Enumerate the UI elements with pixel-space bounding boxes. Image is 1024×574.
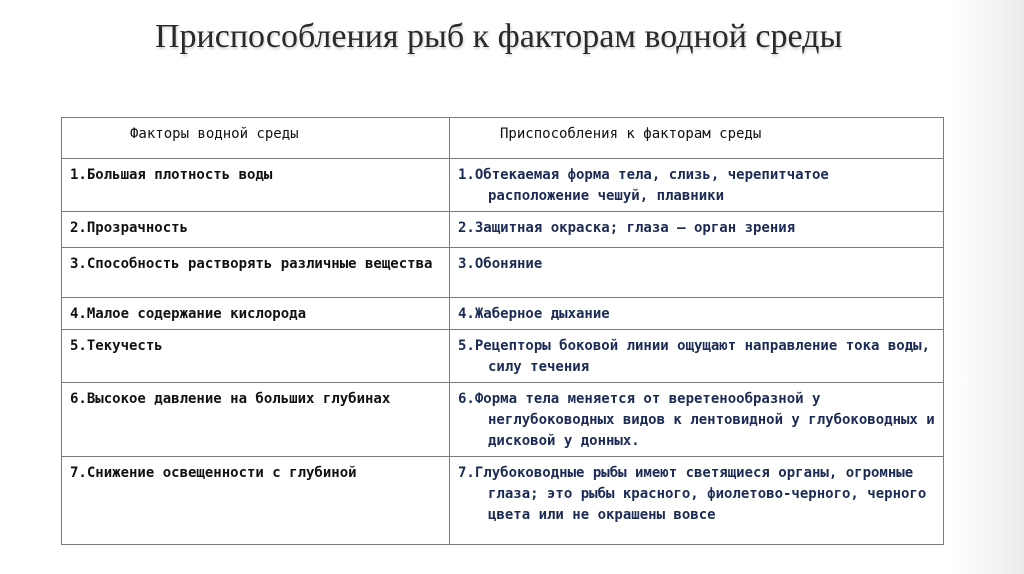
table-header-row (62, 118, 944, 159)
factor-cell (62, 330, 450, 383)
table-row (62, 298, 944, 330)
adaptation-cell (450, 457, 944, 545)
factor-cell (62, 383, 450, 457)
factor-text: 6.Высокое давление на больших глубинах (70, 391, 391, 407)
factor-text: 4.Малое содержание кислорода (70, 306, 307, 322)
factor-text: 3.Способность растворять различные вещества (70, 256, 433, 272)
adaptation-text: 5.Рецепторы боковой линии ощущают направление тока воды, силу течения (458, 338, 931, 375)
table-row (62, 248, 944, 298)
table-row (62, 330, 944, 383)
table-row (62, 383, 944, 457)
adaptation-cell (450, 212, 944, 248)
adaptation-text: 1.Обтекаемая форма тела, слизь, черепитчатое расположение чешуй, плавники (458, 167, 829, 204)
adaptation-cell (450, 298, 944, 330)
adaptations-table (61, 117, 944, 545)
adaptation-text: 6.Форма тела меняется от веретенообразной у неглубоководных видов к лентовидной у глубоководных и дисковой у донных. (458, 391, 935, 449)
adaptation-cell (450, 383, 944, 457)
factor-cell (62, 159, 450, 212)
adaptation-cell (450, 330, 944, 383)
factor-cell (62, 212, 450, 248)
factor-text: 2.Прозрачность (70, 220, 189, 236)
table-row (62, 457, 944, 545)
adaptation-text: 4.Жаберное дыхание (458, 306, 610, 322)
factor-cell (62, 248, 450, 298)
adaptation-text: 3.Обоняние (458, 256, 543, 272)
factor-cell (62, 298, 450, 330)
factor-text: 5.Текучесть (70, 338, 163, 354)
adaptations-table-container (61, 117, 943, 545)
header-adaptations: Приспособления к факторам среды (450, 118, 944, 159)
factor-text: 1.Большая плотность воды (70, 167, 273, 183)
header-factors: Факторы водной среды (62, 118, 450, 159)
slide-title: Приспособления рыб к факторам водной среды (155, 18, 843, 55)
table-row (62, 159, 944, 212)
adaptation-cell (450, 159, 944, 212)
factor-text: 7.Снижение освещенности с глубиной (70, 465, 357, 481)
adaptation-text: 7.Глубоководные рыбы имеют светящиеся органы, огромные глаза; это рыбы красного, фиолетово-черного, черного цвета или не окрашены вовсе (458, 465, 927, 523)
table-row (62, 212, 944, 248)
adaptation-text: 2.Защитная окраска; глаза – орган зрения (458, 220, 796, 236)
factor-cell (62, 457, 450, 545)
adaptation-cell (450, 248, 944, 298)
slide-edge-shadow (954, 0, 1024, 574)
